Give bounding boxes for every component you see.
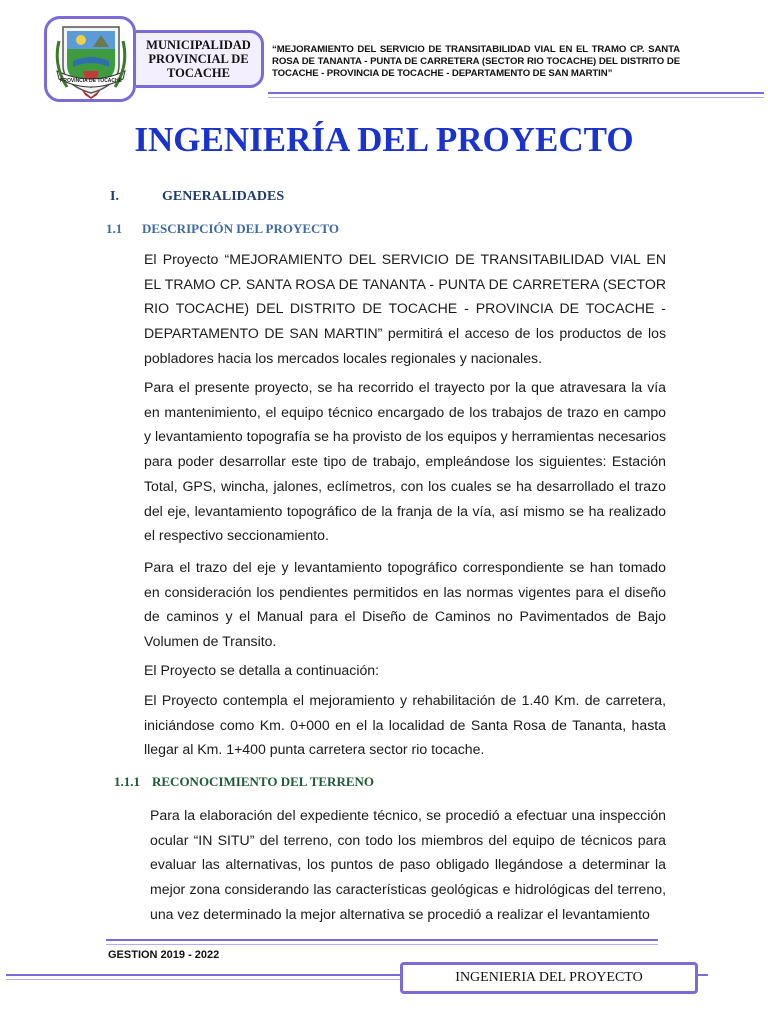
subsubsection-label: RECONOCIMIENTO DEL TERRENO	[152, 774, 375, 789]
page-title: INGENIERÍA DEL PROYECTO	[134, 120, 634, 159]
seal-frame	[44, 16, 136, 102]
footer-rule-thin	[106, 944, 658, 945]
footer-bottom-rule-thin	[6, 979, 400, 980]
header-rule-thin	[268, 97, 764, 98]
section-number: I.	[110, 189, 119, 204]
document-header	[0, 0, 768, 110]
footer-section-tab: INGENIERIA DEL PROYECTO	[400, 962, 698, 994]
footer-rule	[106, 939, 658, 941]
paragraph-3: Para el trazo del eje y levantamiento topográfico correspondiente se han tomado en consideración los pendientes permitidos en las normas vigentes para el diseño de caminos y el Manual para el Diseño de Caminos no Pavimentados de Bajo Volumen de Transito.	[144, 559, 666, 650]
paragraph-2: Para el presente proyecto, se ha recorrido el trayecto por la que atravesara la vía en mantenimiento, el equipo técnico encargado de los trabajos de trazo en campo y levantamiento topografía se ha provisto de los equipos y herramientas necesarios para poder desarrollar este tipo de trabajo, empleándose los siguientes: Estación Total, GPS, wincha, jalones, eclímetros, con los cuales se ha desarrollado el trazo del eje, levantamiento topográfico de la franja de la vía, así mismo se ha realizado el respectivo seccionamiento.	[144, 379, 666, 544]
header-rule	[268, 92, 764, 94]
seal-banner-text: PROVINCIA DE TOCACHE	[60, 78, 122, 84]
subsection-heading-descripcion	[106, 221, 339, 237]
footer-gestion: GESTION 2019 - 2022	[108, 949, 220, 961]
subsubsection-number: 1.1.1	[114, 774, 140, 789]
subsection-number: 1.1	[106, 221, 123, 236]
header-project-title: “MEJORAMIENTO DEL SERVICIO DE TRANSITABILIDAD VIAL EN EL TRAMO CP. SANTA ROSA DE TANANTA - PUNTA DE CARRETERA (SECTOR RIO TOCACHE) DEL DISTRITO DE TOCACHE - PROVINCIA DE TOCACHE - DEPARTAMENTO DE SAN MARTIN”	[272, 44, 680, 79]
footer-bottom-rule	[6, 974, 400, 976]
paragraph-terreno: Para la elaboración del expediente técnico, se procedió a efectuar una inspección ocular “IN SITU” del terreno, con todo los miembros del equipo de técnicos para evaluar las alternativas, los puntos de paso obligado llegándose a determinar la mejor zona considerando las características geológicas e hidrológicas del terreno, una vez determinado la mejor alternativa se procedió a realizar el levantamiento	[150, 807, 666, 922]
paragraph-4: El Proyecto se detalla a continuación:	[144, 662, 380, 678]
footer-tab-tick	[698, 974, 708, 976]
subsection-label: DESCRIPCIÓN DEL PROYECTO	[142, 221, 339, 236]
paragraph-1: El Proyecto “MEJORAMIENTO DEL SERVICIO DE TRANSITABILIDAD VIAL EN EL TRAMO CP. SANTA ROSA DE TANANTA - PUNTA DE CARRETERA (SECTOR RIO TOCACHE) DEL DISTRITO DE TOCACHE - PROVINCIA DE TOCACHE - DEPARTAMENTO DE SAN MARTIN” permitirá el acceso de los productos de los pobladores hacia los mercados locales regionales y nacionales.	[144, 251, 666, 366]
municipality-name: MUNICIPALIDAD PROVINCIAL DE TOCACHE	[136, 30, 264, 88]
subsubsection-heading-reconocimiento	[114, 774, 374, 790]
municipal-seal-icon	[53, 21, 129, 99]
paragraph-5: El Proyecto contempla el mejoramiento y rehabilitación de 1.40 Km. de carretera, iniciándose como Km. 0+000 en el la localidad de Santa Rosa de Tananta, hasta llegar al Km. 1+400 punta carretera sector rio tocache.	[144, 692, 666, 758]
section-label: GENERALIDADES	[162, 189, 285, 204]
section-heading-generalidades	[110, 189, 284, 205]
